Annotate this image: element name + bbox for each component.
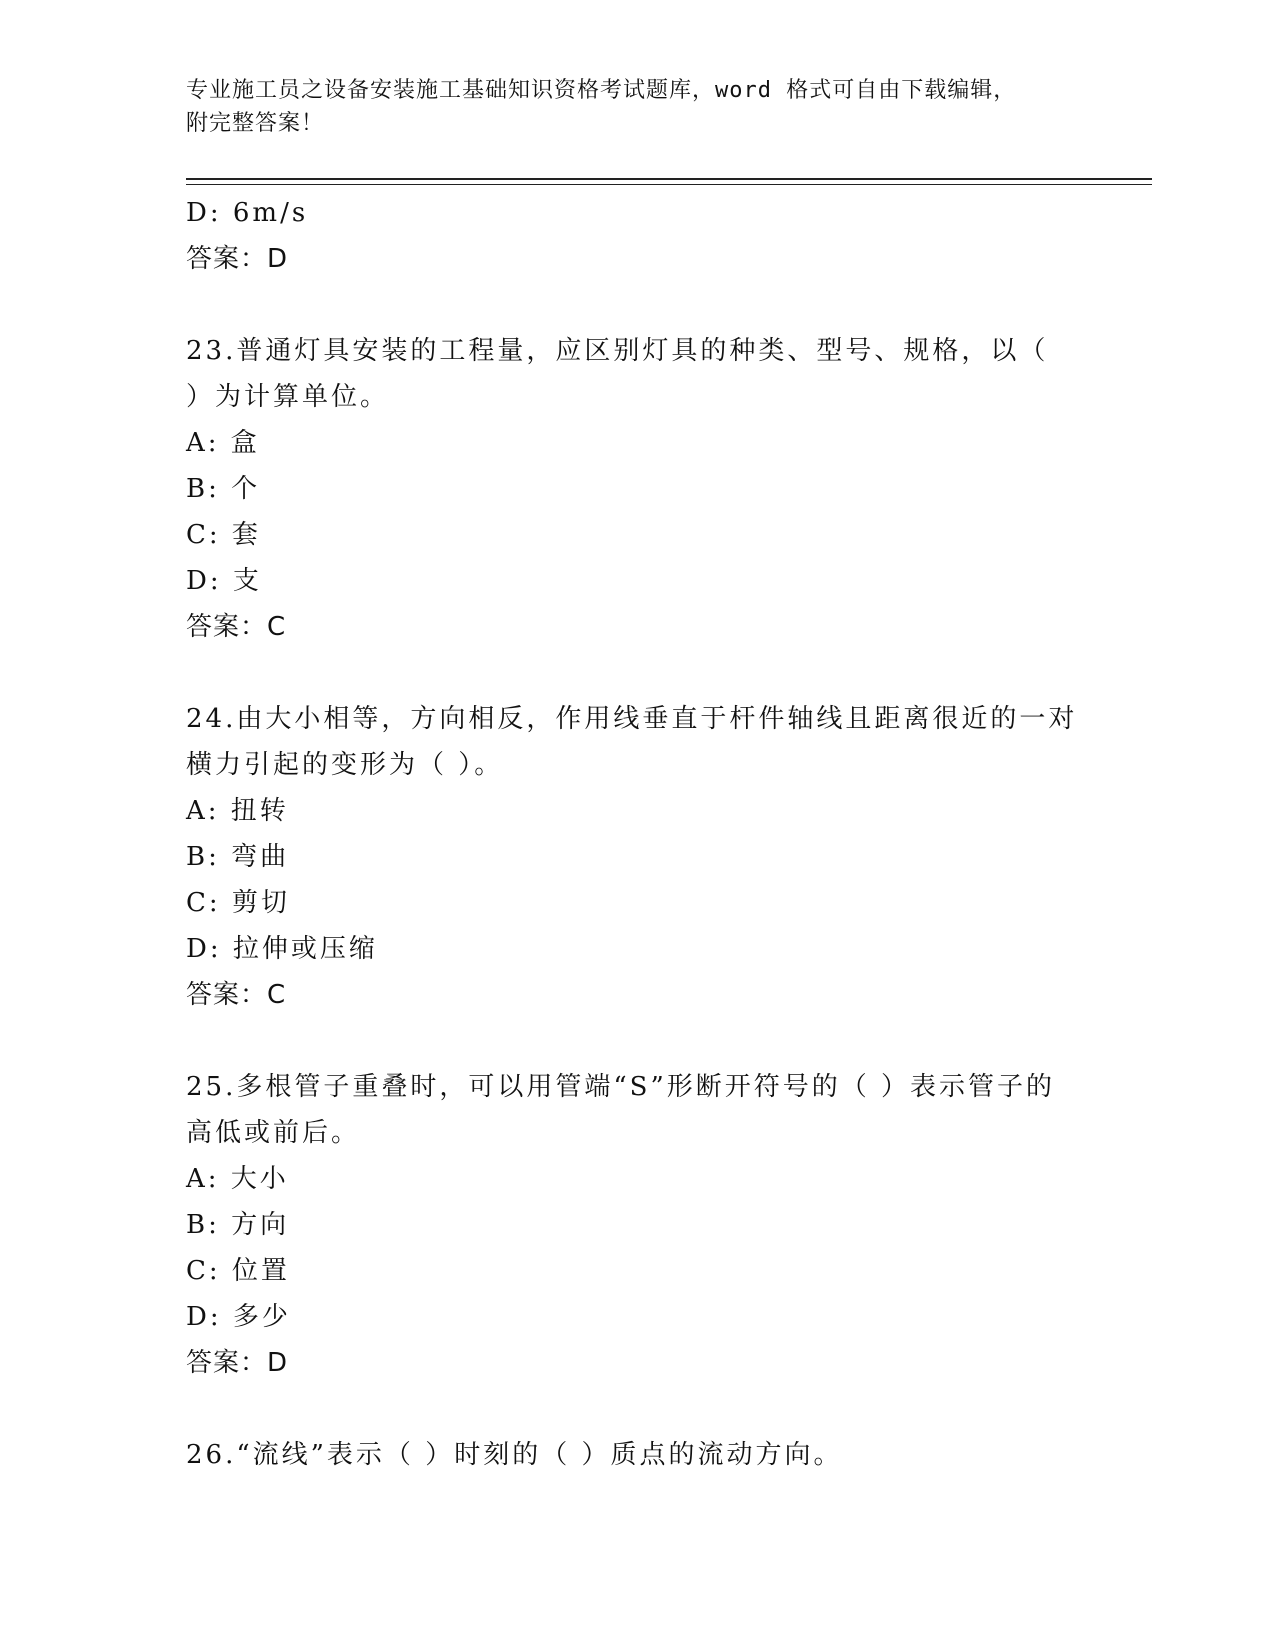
answer-line: 答案：C: [186, 980, 287, 1010]
option-d: D: 多少: [186, 1302, 291, 1332]
header-line-2: 附完整答案！: [186, 111, 325, 136]
option-a: A: 盒: [186, 428, 260, 458]
question-text-line-1: 25.多根管子重叠时，可以用管端“S”形断开符号的（ ）表示管子的: [186, 1072, 1056, 1102]
question-text-line-1: 26.“流线”表示（ ）时刻的（ ）质点的流动方向。: [186, 1440, 843, 1470]
option-a: A: 扭转: [186, 796, 289, 826]
option-c: C: 位置: [186, 1256, 290, 1286]
header-line-1: 专业施工员之设备安装施工基础知识资格考试题库，word 格式可自由下载编辑，: [186, 78, 1017, 103]
question-text-line-1: 24.由大小相等，方向相反，作用线垂直于杆件轴线且距离很近的一对: [186, 704, 1078, 734]
answer-line: 答案：D: [186, 1348, 289, 1378]
question-text-line-2: 横力引起的变形为（ ）。: [186, 750, 504, 780]
option-a: A: 大小: [186, 1164, 289, 1194]
option-c: C: 剪切: [186, 888, 290, 918]
option-d: D: 拉伸或压缩: [186, 934, 378, 964]
option-c: C: 套: [186, 520, 261, 550]
option-b: B: 弯曲: [186, 842, 290, 872]
question-text-line-2: 高低或前后。: [186, 1118, 361, 1148]
option-b: B: 方向: [186, 1210, 290, 1240]
question-23: [186, 328, 1086, 650]
question-text-line-1: 23.普通灯具安装的工程量，应区别灯具的种类、型号、规格，以（: [186, 336, 1049, 366]
question-text-line-2: ）为计算单位。: [186, 382, 390, 412]
question-25: [186, 1064, 1086, 1386]
option-d: D: 支: [186, 566, 262, 596]
document-header: [186, 74, 1066, 140]
question-24: [186, 696, 1086, 1018]
answer-line: 答案：D: [186, 244, 289, 274]
header-divider: [186, 178, 1152, 180]
option-d: D: 6m/s: [186, 198, 309, 228]
question-26: [186, 1432, 1086, 1478]
answer-line: 答案：C: [186, 612, 287, 642]
previous-question-tail: [186, 190, 1086, 282]
header-divider-thin: [186, 184, 1152, 185]
option-b: B: 个: [186, 474, 261, 504]
question-list: [186, 190, 1086, 1478]
